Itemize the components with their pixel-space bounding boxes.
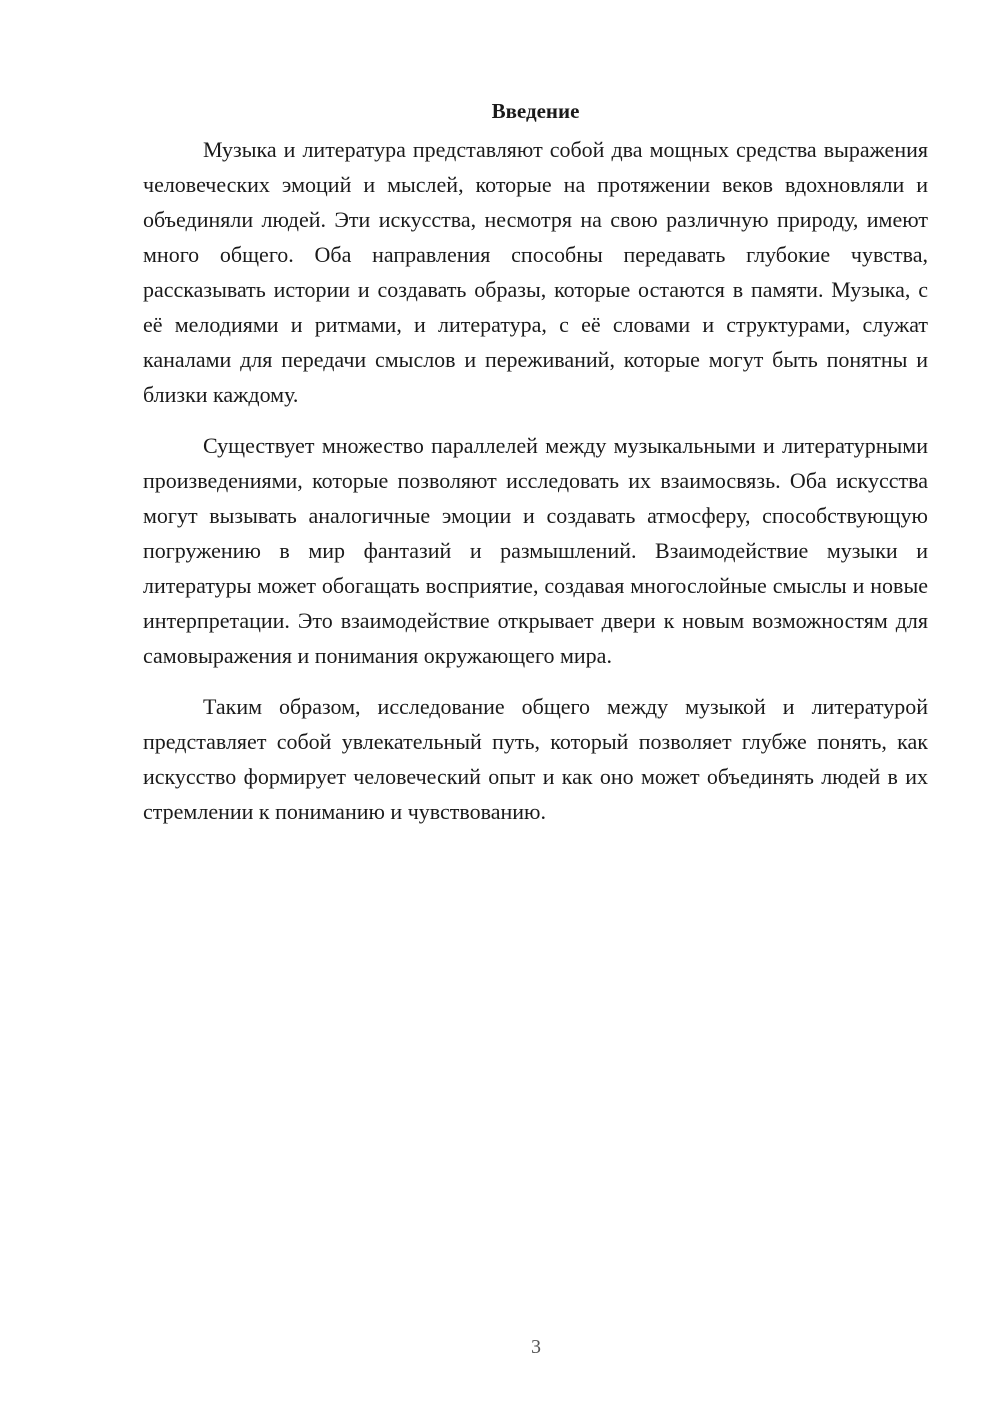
paragraph-3: Таким образом, исследование общего между музыкой и литературой представляет собой увлекательный путь, который позволяет глубже понять, как искусство формирует человеческий опыт и как оно может объединять людей в их стремлении к пониманию и чувствованию. [143,694,928,824]
section-title: Введение [491,99,580,123]
page-content [143,98,928,829]
paragraph-1: Музыка и литература представляют собой два мощных средства выражения человеческих эмоций и мыслей, которые на протяжении веков вдохновляли и объединяли людей. Эти искусства, несмотря на свою различную природу, имеют много общего. Оба направления способны передавать глубокие чувства, рассказывать истории и создавать образы, которые остаются в памяти. Музыка, с её мелодиями и ритмами, и литература, с её словами и структурами, служат каналами для передачи смыслов и переживаний, которые могут быть понятны и близки каждому. [143,137,928,407]
page-number: 3 [531,1336,541,1358]
paragraph-2: Существует множество параллелей между музыкальными и литературными произведениями, которые позволяют исследовать их взаимосвязь. Оба искусства могут вызывать аналогичные эмоции и создавать атмосферу, способствующую погружению в мир фантазий и размышлений. Взаимодействие музыки и литературы может обогащать восприятие, создавая многослойные смыслы и новые интерпретации. Это взаимодействие открывает двери к новым возможностям для самовыражения и понимания окружающего мира. [143,433,928,668]
